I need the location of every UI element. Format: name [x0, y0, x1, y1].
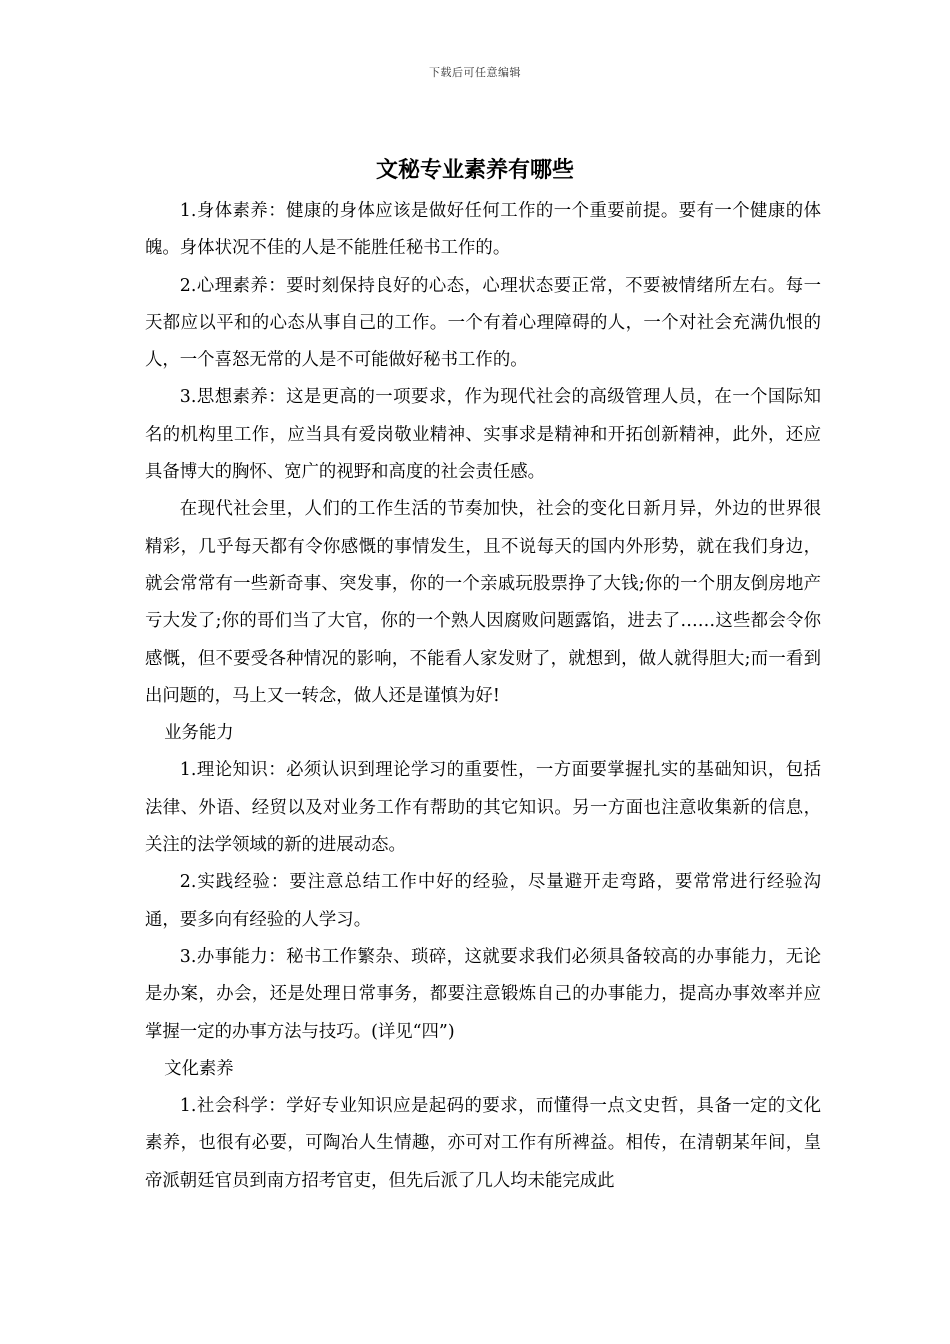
section-heading: 文化素养 — [164, 1058, 234, 1079]
paragraph: 2.心理素养：要时刻保持良好的心态，心理状态要正常，不要被情绪所左右。每一天都应以平和的心态从事自己的工作。一个有着心理障碍的人，一个对社会充满仇恨的人，一个喜怒无常的人是不可能做好秘书工作的。 — [145, 275, 821, 371]
document-body — [145, 193, 821, 1200]
paragraph: 1.身体素养：健康的身体应该是做好任何工作的一个重要前提。要有一个健康的体魄。身体状况不佳的人是不能胜任秘书工作的。 — [145, 201, 821, 259]
paragraph: 3.思想素养：这是更高的一项要求，作为现代社会的高级管理人员，在一个国际知名的机构里工作，应当具有爱岗敬业精神、实事求是精神和开拓创新精神，此外，还应具备博大的胸怀、宽广的视野和高度的社会责任感。 — [145, 387, 821, 483]
paragraph: 在现代社会里，人们的工作生活的节奏加快，社会的变化日新月异，外边的世界很精彩，几乎每天都有令你感慨的事情发生，且不说每天的国内外形势，就在我们身边，就会常常有一些新奇事、突发事，你的一个亲戚玩股票挣了大钱;你的一个朋友倒房地产亏大发了;你的哥们当了大官，你的一个熟人因腐败问题露馅，进去了……这些都会令你感慨，但不要受各种情况的影响，不能看人家发财了，就想到，做人就得胆大;而一看到出问题的，马上又一转念，做人还是谨慎为好! — [145, 499, 821, 706]
paragraph: 1.理论知识：必须认识到理论学习的重要性，一方面要掌握扎实的基础知识，包括法律、外语、经贸以及对业务工作有帮助的其它知识。另一方面也注意收集新的信息，关注的法学领域的新的进展动态。 — [145, 760, 821, 856]
section-heading: 业务能力 — [164, 723, 234, 744]
document-title: 文秘专业素养有哪些 — [375, 157, 574, 183]
paragraph: 2.实践经验：要注意总结工作中好的经验，尽量避开走弯路，要常常进行经验沟通，要多向有经验的人学习。 — [145, 872, 821, 930]
paragraph: 1.社会科学：学好专业知识应是起码的要求，而懂得一点文史哲，具备一定的文化素养，也很有必要，可陶冶人生情趣，亦可对工作有所裨益。相传，在清朝某年间，皇帝派朝廷官员到南方招考官吏，但先后派了几人均未能完成此 — [145, 1096, 821, 1191]
header-note: 下载后可任意编辑 — [429, 66, 521, 79]
paragraph: 3.办事能力：秘书工作繁杂、琐碎，这就要求我们必须具备较高的办事能力，无论是办案，办会，还是处理日常事务，都要注意锻炼自己的办事能力，提高办事效率并应掌握一定的办事方法与技巧。(详见“四”) — [145, 946, 821, 1042]
